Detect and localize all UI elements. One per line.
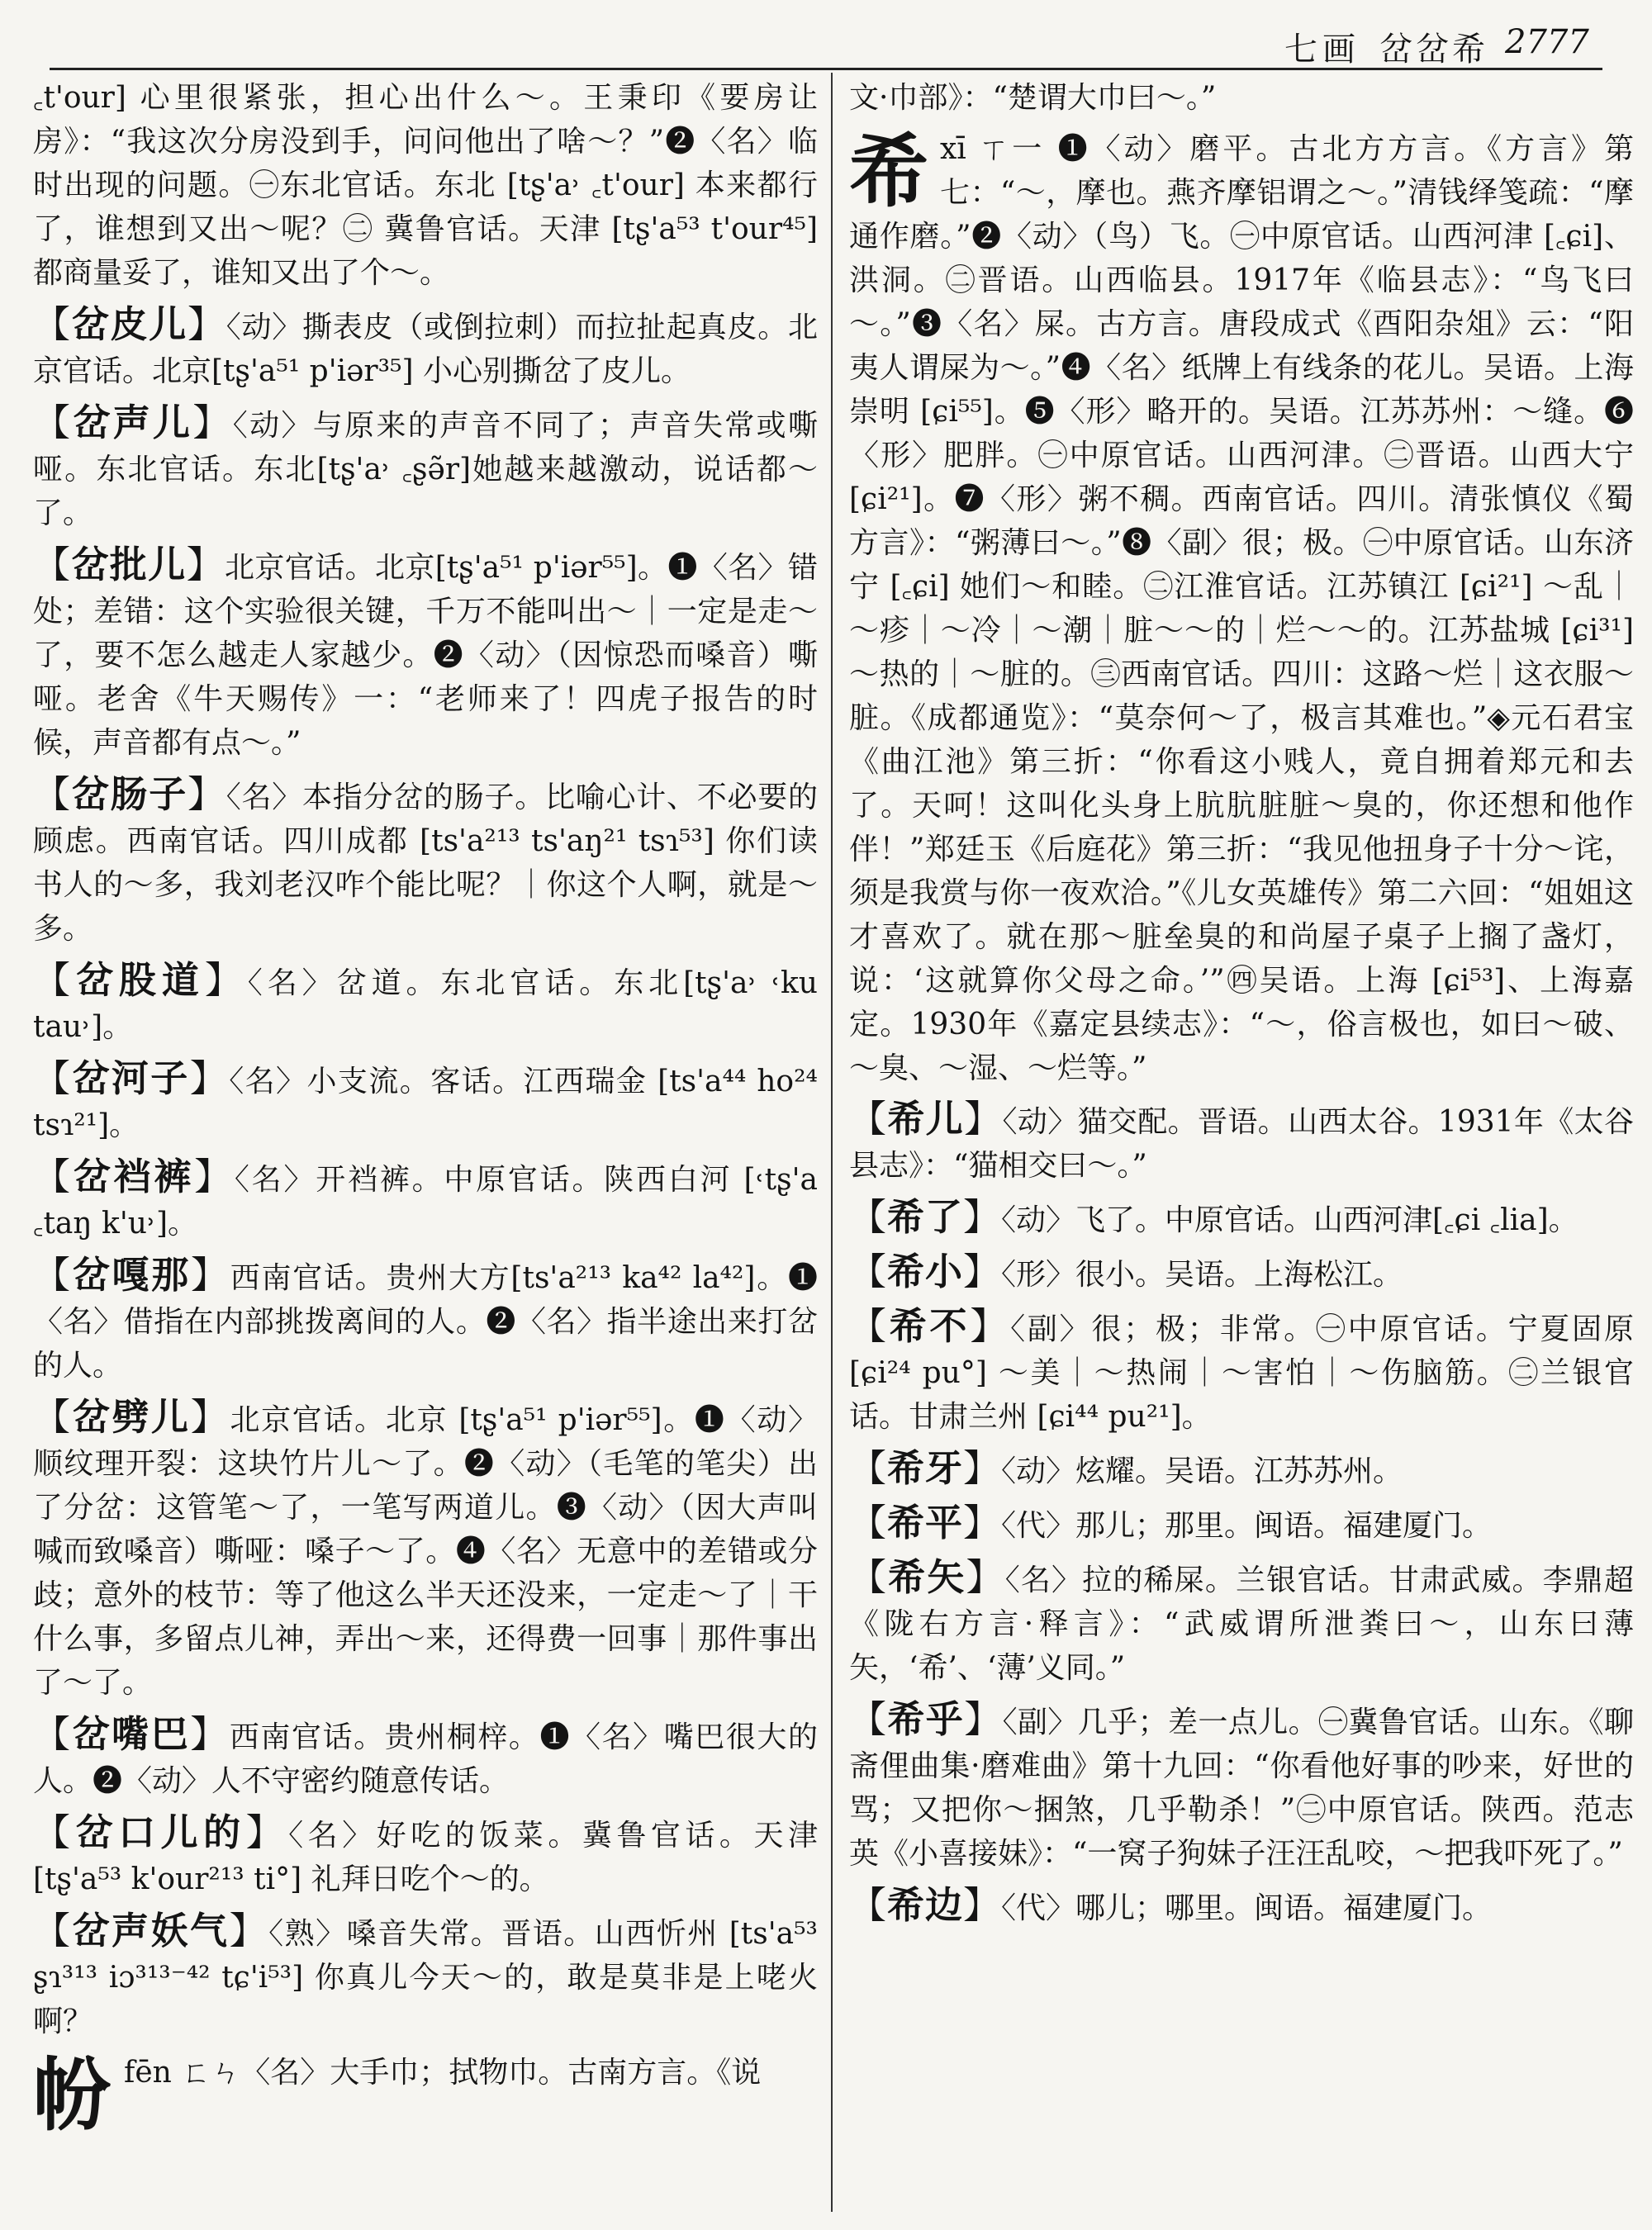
entry-headword: 【岔河子】 [33,1056,230,1100]
dictionary-entry [33,543,818,765]
continued-text [33,76,818,295]
continued-text [849,76,1634,120]
head-character-entry [849,127,1634,1090]
page-number: 2777 [1505,23,1589,61]
entry-definition: 〈代〉那儿；那里。闽语。福建厦门。 [1001,1509,1493,1543]
entry-definition: 〈动〉飞了。中原官话。山西河津[꜀ɕi ꜀lia]。 [1001,1203,1578,1237]
dictionary-entry [849,1883,1634,1930]
head-character: 帉 [33,2048,112,2142]
entry-headword: 【岔劈儿】 [33,1395,230,1439]
entry-headword: 【岔声儿】 [33,401,233,444]
entry-headword: 【希矢】 [849,1555,1005,1599]
dictionary-entry [33,1395,818,1705]
entry-definition: 〈动〉猫交配。晋语。山西太谷。1931年《太谷县志》：“猫相交曰～。” [849,1105,1634,1183]
entry-definition: 〈副〉很；极；非常。㊀中原官话。宁夏固原 [ɕi²⁴ pu°] ～美｜～热闹｜～害怕｜～伤脑筋。㊁兰银官话。甘肃兰州 [ɕi⁴⁴ pu²¹]。 [849,1312,1634,1434]
entry-definition: 〈形〉很小。吴语。上海松江。 [1001,1258,1403,1292]
dictionary-entry [849,1697,1634,1876]
entry-headword: 【希平】 [849,1501,1002,1544]
page-header [0,0,1652,74]
head-character-entry [33,2048,818,2142]
entry-headword: 【希小】 [849,1250,1002,1293]
entry-definition: 北京官话。北京[tʂ'a⁵¹ p'iər⁵⁵]。❶〈名〉错处；差错：这个实验很关键，千万不能叫出～｜一定是走～了，要不怎么越走人家越少。❷〈动〉（因惊恐而嗓音）嘶哑。老舍《牛天赐传》一：“老师来了！四虎子报告的时候，声音都有点～。” [33,551,818,760]
entry-definition: ꜀t'our] 心里很紧张，担心出什么～。王秉印《要房让房》：“我这次分房没到手，问问他出了啥～？”❷〈名〉临时出现的问题。㊀东北官话。东北 [tʂ'a˒ ꜀t'our] 本来都行了，谁想到又出～呢？㊁ 冀鲁官话。天津 [tʂ'a⁵³ t'our⁴⁵] 都商量妥了，谁知又出了个～。 [33,81,818,290]
dictionary-entry [33,1712,818,1803]
dictionary-entry [33,772,818,951]
entry-definition: 文·巾部》：“楚谓大巾曰～。” [849,81,1217,115]
entry-headword: 【希不】 [849,1304,1011,1348]
entry-definition: 〈熟〉嗓音失常。晋语。山西忻州 [ts'a⁵³ ʂɿ³¹³ iɔ³¹³⁻⁴² tɕ'i⁵³] 你真儿今天～的，敢是莫非是上咾火啊？ [33,1917,818,2038]
dictionary-entry [849,1097,1634,1188]
running-head-chars: 岔岔希 [1379,31,1488,69]
dictionary-entry [33,1909,818,2043]
dictionary-entry [33,1056,818,1147]
left-column [33,76,818,2142]
entry-definition: 〈动〉与原来的声音不同了；声音失常或嘶哑。东北官话。东北[tʂ'a˒ ꜀ʂə̃r]她越来越激动，说话都～了。 [33,409,818,530]
column-divider [831,73,833,2212]
entry-definition: xī ㄒ一 ❶〈动〉磨平。古北方方言。《方言》第七：“～，摩也。燕齐摩铝谓之～。”清钱绎笺疏：“摩通作磨。”❷〈动〉（鸟）飞。㊀中原官话。山西河津 [꜀ɕi]、洪洞。㊁晋语。山西临县。1917年《临县志》：“鸟飞曰～。”❸〈名〉屎。古方言。唐段成式《酉阳杂俎》云：“阳夷人谓屎为～。”❹〈名〉纸牌上有线条的花儿。吴语。上海崇明 [ɕi⁵⁵]。❺〈形〉略开的。吴语。江苏苏州：～缝。❻〈形〉肥胖。㊀中原官话。山西河津。㊁晋语。山西大宁 [ɕi²¹]。❼〈形〉粥不稠。西南官话。四川。清张慎仪《蜀方言》：“粥薄曰～。”❽〈副〉很；极。㊀中原官话。山东济宁 [꜀ɕi] 她们～和睦。㊁江淮官话。江苏镇江 [ɕi²¹] ～乱｜～疹｜～冷｜～潮｜脏～～的｜烂～～的。江苏盐城 [ɕi³¹] ～热的｜～脏的。㊂西南官话。四川：这路～烂｜这衣服～脏。《成都通览》：“莫奈何～了，极言其难也。”◈元石君宝《曲江池》第三折：“你看这小贱人，竟自拥着郑元和去了。天呵！这叫化头身上肮肮脏脏～臭的，你还想和他作伴！”郑廷玉《后庭花》第三折：“我见他扭身子十分～诧，须是我赏与你一夜欢洽。”《儿女英雄传》第二六回：“姐姐这才喜欢了。就在那～脏垒臭的和尚屋子桌子上搁了盏灯，说：‘这就算你父母之命。’”㊃吴语。上海 [ɕi⁵³]、上海嘉定。1930年《嘉定县续志》：“～，俗言极也，如曰～破、～臭、～湿、～烂等。” [849,132,1634,1085]
dictionary-entry [849,1304,1634,1439]
entry-definition: 北京官话。北京 [tʂ'a⁵¹ p'iər⁵⁵]。❶〈动〉顺纹理开裂：这块竹片儿～了。❷〈动〉（毛笔的笔尖）出了分岔：这管笔～了，一笔写两道儿。❸〈动〉（因大声叫喊而致嗓音）嘶哑：嗓子～了。❹〈名〉无意中的差错或分歧；意外的枝节：等了他这么半天还没来，一定走～了｜干什么事，多留点儿神，弄出～来，还得费一回事｜那件事出了～了。 [33,1403,818,1700]
head-character: 希 [849,125,928,218]
dictionary-entry [33,1253,818,1388]
entry-definition: 〈名〉岔道。东北官话。东北[tʂ'a˒ ˓ku tau˒]。 [33,966,818,1044]
entry-definition: 〈动〉炫耀。吴语。江苏苏州。 [1001,1454,1403,1488]
entry-headword: 【岔肠子】 [33,772,226,816]
entry-headword: 【岔裆裤】 [33,1155,235,1198]
entry-definition: 〈代〉哪儿；哪里。闽语。福建厦门。 [1001,1891,1493,1925]
entry-definition: 西南官话。贵州大方[ts'a²¹³ ka⁴² la⁴²]。❶〈名〉借指在内部挑拨离间的人。❷〈名〉指半途出来打岔的人。 [33,1261,818,1383]
dictionary-entry [33,1810,818,1901]
entry-headword: 【岔嘎那】 [33,1253,230,1297]
dictionary-entry [849,1250,1634,1297]
entry-headword: 【岔批儿】 [33,543,225,586]
entry-headword: 【岔口儿的】 [33,1810,289,1854]
dictionary-entry [33,302,818,393]
entry-definition: 〈名〉好吃的饭菜。冀鲁官话。天津 [tʂ'a⁵³ k'our²¹³ ti°] 礼拜日吃个～的。 [33,1819,818,1896]
entry-headword: 【希了】 [849,1195,1002,1239]
entry-headword: 【岔嘴巴】 [33,1712,230,1756]
entry-headword: 【希乎】 [849,1697,1003,1741]
entry-definition: 〈名〉开裆裤。中原官话。陕西白河 [˓tʂ'a ꜀taŋ k'u˒]。 [33,1163,818,1241]
dictionary-entry [849,1555,1634,1690]
entry-headword: 【岔皮儿】 [33,302,226,346]
dictionary-entry [849,1195,1634,1242]
dictionary-entry [849,1446,1634,1493]
entry-definition: 〈副〉几乎；差一点儿。㊀冀鲁官话。山东。《聊斋俚曲集·磨难曲》第十九回：“你看他好事的吵来，好世的骂；又把你～捆煞，几乎勒杀！”㊁中原官话。陕西。范志英《小喜接妹》：“一窝子狗妹子汪汪乱咬，～把我吓死了。” [849,1706,1634,1871]
header-rule [50,68,1602,70]
dictionary-entry [33,958,818,1049]
entry-headword: 【岔股道】 [33,958,248,1002]
entry-headword: 【希儿】 [849,1097,1003,1141]
dictionary-entry [849,1501,1634,1548]
section-label: 七画 [1284,31,1360,69]
dictionary-entry [33,401,818,535]
entry-definition: 〈名〉小支流。客话。江西瑞金 [ts'a⁴⁴ ho²⁴ tsɿ²¹]。 [33,1065,818,1142]
entry-definition: 〈名〉本指分岔的肠子。比喻心计、不必要的顾虑。西南官话。四川成都 [ts'a²¹³ ts'aŋ²¹ tsɿ⁵³] 你们读书人的～多，我刘老汉咋个能比呢？｜你这个人啊，就是～多。 [33,780,818,946]
dictionary-entry [33,1155,818,1245]
entry-headword: 【岔声妖气】 [33,1909,269,1952]
entry-definition: fēn ㄈㄣ〈名〉大手巾；拭物巾。古南方言。《说 [124,2056,762,2090]
entry-headword: 【希边】 [849,1883,1002,1927]
entry-definition: 〈名〉拉的稀屎。兰银官话。甘肃武威。李鼎超《陇右方言·释言》：“武威谓所泄粪曰～，山东曰薄矢，‘希’、‘薄’义同。” [849,1563,1634,1685]
entry-definition: 西南官话。贵州桐梓。❶〈名〉嘴巴很大的人。❷〈动〉人不守密约随意传话。 [33,1720,818,1798]
right-column [849,76,1634,1938]
entry-headword: 【希牙】 [849,1446,1002,1490]
entry-definition: 〈动〉撕表皮（或倒拉刺）而拉扯起真皮。北京官话。北京[tʂ'a⁵¹ p'iər³⁵] 小心别撕岔了皮儿。 [33,311,818,388]
